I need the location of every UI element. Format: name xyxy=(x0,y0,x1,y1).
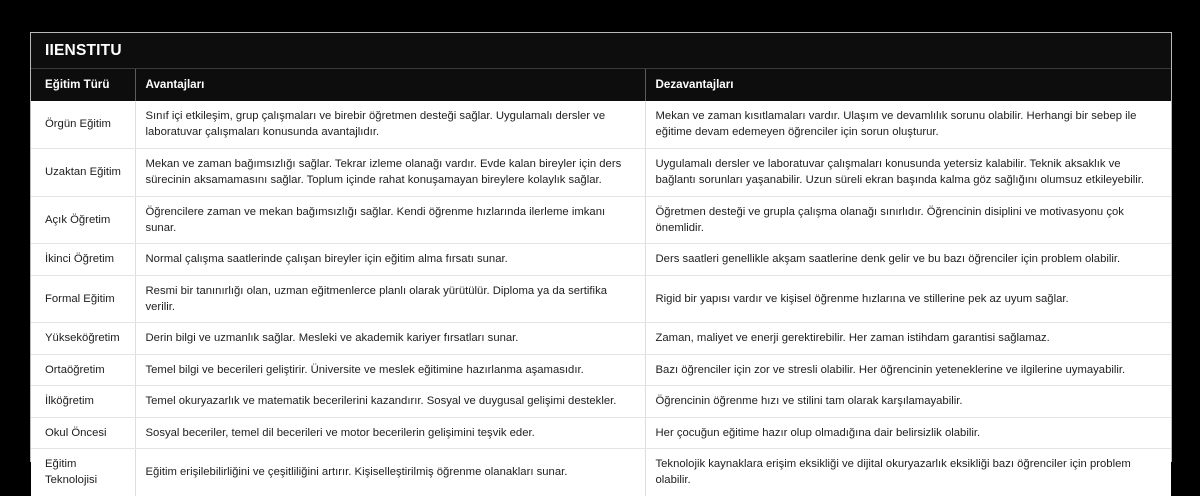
cell-disadvantages: Her çocuğun eğitime hazır olup olmadığına dair belirsizlik olabilir. xyxy=(645,417,1171,448)
cell-disadvantages: Bazı öğrenciler için zor ve stresli olabilir. Her öğrencinin yeteneklerine ve ilgilerine uymayabilir. xyxy=(645,354,1171,385)
cell-disadvantages: Uygulamalı dersler ve laboratuvar çalışmaları konusunda yetersiz kalabilir. Teknik aksaklık ve bağlantı sorunları yaşanabilir. Uzun süreli ekran başında kalma göz sağlığını olumsuz etkileyebilir. xyxy=(645,148,1171,196)
cell-education-type: Açık Öğretim xyxy=(31,196,135,244)
table-row xyxy=(31,101,1171,148)
cell-advantages: Mekan ve zaman bağımsızlığı sağlar. Tekrar izleme olanağı vardır. Evde kalan bireyler için ders sürecinin aksamamasını sağlar. Toplum içinde rahat konuşamayan bireylere kolaylık sağlar. xyxy=(135,148,645,196)
cell-education-type: Formal Eğitim xyxy=(31,275,135,323)
cell-education-type: Okul Öncesi xyxy=(31,417,135,448)
cell-education-type: İlköğretim xyxy=(31,386,135,417)
table-row xyxy=(31,148,1171,196)
cell-disadvantages: Ders saatleri genellikle akşam saatlerine denk gelir ve bu bazı öğrenciler için problem olabilir. xyxy=(645,244,1171,275)
cell-advantages: Derin bilgi ve uzmanlık sağlar. Mesleki ve akademik kariyer fırsatları sunar. xyxy=(135,323,645,354)
cell-disadvantages: Rigid bir yapısı vardır ve kişisel öğrenme hızlarına ve stillerine pek az uyum sağlar. xyxy=(645,275,1171,323)
cell-education-type: Eğitim Teknolojisi xyxy=(31,448,135,495)
cell-disadvantages: Mekan ve zaman kısıtlamaları vardır. Ulaşım ve devamlılık sorunu olabilir. Herhangi bir sebep ile eğitime devam edemeyen öğrenciler için sorun oluşturur. xyxy=(645,101,1171,148)
cell-disadvantages: Zaman, maliyet ve enerji gerektirebilir. Her zaman istihdam garantisi sağlamaz. xyxy=(645,323,1171,354)
table-header xyxy=(31,69,1171,101)
cell-advantages: Temel bilgi ve becerileri geliştirir. Üniversite ve meslek eğitimine hazırlanma aşamasıdır. xyxy=(135,354,645,385)
cell-advantages: Sosyal beceriler, temel dil becerileri ve motor becerilerin gelişimini teşvik eder. xyxy=(135,417,645,448)
cell-advantages: Eğitim erişilebilirliğini ve çeşitliliğini artırır. Kişiselleştirilmiş öğrenme olanakları sunar. xyxy=(135,448,645,495)
column-header-disadvantages: Dezavantajları xyxy=(645,69,1171,101)
cell-education-type: Örgün Eğitim xyxy=(31,101,135,148)
column-header-advantages: Avantajları xyxy=(135,69,645,101)
table-row xyxy=(31,448,1171,495)
cell-advantages: Öğrencilere zaman ve mekan bağımsızlığı sağlar. Kendi öğrenme hızlarında ilerleme imkanı sunar. xyxy=(135,196,645,244)
table-row xyxy=(31,196,1171,244)
cell-advantages: Normal çalışma saatlerinde çalışan bireyler için eğitim alma fırsatı sunar. xyxy=(135,244,645,275)
column-header-education-type: Eğitim Türü xyxy=(31,69,135,101)
cell-education-type: Yükseköğretim xyxy=(31,323,135,354)
table-row xyxy=(31,417,1171,448)
cell-education-type: Ortaöğretim xyxy=(31,354,135,385)
cell-advantages: Sınıf içi etkileşim, grup çalışmaları ve birebir öğretmen desteği sağlar. Uygulamalı dersler ve laboratuvar çalışmaları konusunda avantajlıdır. xyxy=(135,101,645,148)
table-row xyxy=(31,275,1171,323)
brand-title: IIENSTITU xyxy=(45,41,122,59)
cell-disadvantages: Teknolojik kaynaklara erişim eksikliği ve dijital okuryazarlık eksikliği bazı öğrenciler için problem olabilir. xyxy=(645,448,1171,495)
education-types-table xyxy=(31,69,1171,496)
comparison-table-card xyxy=(30,32,1172,487)
cell-advantages: Temel okuryazarlık ve matematik becerilerini kazandırır. Sosyal ve duygusal gelişimi destekler. xyxy=(135,386,645,417)
table-row xyxy=(31,323,1171,354)
cell-disadvantages: Öğretmen desteği ve grupla çalışma olanağı sınırlıdır. Öğrencinin disiplini ve motivasyonu çok önemlidir. xyxy=(645,196,1171,244)
cell-education-type: İkinci Öğretim xyxy=(31,244,135,275)
cell-advantages: Resmi bir tanınırlığı olan, uzman eğitmenlerce planlı olarak yürütülür. Diploma ya da sertifika verilir. xyxy=(135,275,645,323)
table-row xyxy=(31,354,1171,385)
cell-disadvantages: Öğrencinin öğrenme hızı ve stilini tam olarak karşılamayabilir. xyxy=(645,386,1171,417)
table-body xyxy=(31,101,1171,496)
table-header-row xyxy=(31,69,1171,101)
cell-education-type: Uzaktan Eğitim xyxy=(31,148,135,196)
table-row xyxy=(31,244,1171,275)
brand-header xyxy=(31,33,1171,69)
table-row xyxy=(31,386,1171,417)
